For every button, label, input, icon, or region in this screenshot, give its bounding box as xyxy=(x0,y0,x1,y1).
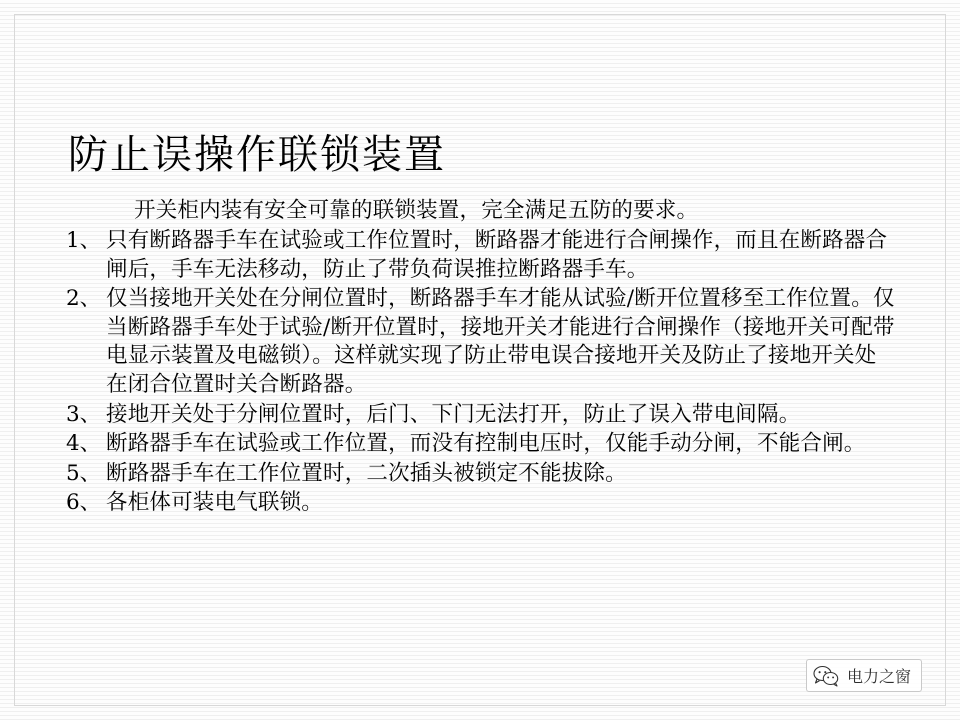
watermark-badge xyxy=(806,659,922,692)
list-item-number: 6、 xyxy=(66,490,102,516)
list-item-number: 3、 xyxy=(66,401,102,427)
list-item xyxy=(66,285,896,399)
list-item xyxy=(66,430,896,459)
list-item-text: 断路器手车在试验或工作位置，而没有控制电压时，仅能手动分闸，不能合闸。 xyxy=(106,431,866,457)
list-item xyxy=(66,401,896,430)
list-item xyxy=(66,460,896,489)
list-item-text: 接地开关处于分闸位置时，后门、下门无法打开，防止了误入带电间隔。 xyxy=(106,401,801,427)
lead-paragraph: 开关柜内装有安全可靠的联锁装置，完全满足五防的要求。 xyxy=(134,197,699,223)
list-item-number: 1、 xyxy=(66,228,102,254)
slide-body xyxy=(66,175,896,519)
wechat-icon xyxy=(813,665,839,687)
page-title: 防止误操作联锁装置 xyxy=(68,131,446,178)
list-item-number: 2、 xyxy=(66,286,102,312)
list-item xyxy=(66,489,896,518)
list-item-text: 只有断路器手车在试验或工作位置时，断路器才能进行合闸操作，而且在断路器合闸后，手车无法移动，防止了带负荷误推拉断路器手车。 xyxy=(106,228,888,282)
list-item-text: 各柜体可装电气联锁。 xyxy=(106,490,324,516)
list-item-text: 断路器手车在工作位置时，二次插头被锁定不能拔除。 xyxy=(106,460,627,486)
list-item-number: 5、 xyxy=(66,460,102,486)
watermark-label: 电力之窗 xyxy=(846,667,911,686)
list-item-number: 4、 xyxy=(66,431,102,457)
list-item-text: 仅当接地开关处在分闸位置时，断路器手车才能从试验/断开位置移至工作位置。仅当断路器手车处于试验/断开位置时，接地开关才能进行合闸操作（接地开关可配带电显示装置及电磁锁）。这样就实现了防止带电误合接地开关及防止了接地开关处在闭合位置时关合断路器。 xyxy=(106,286,895,398)
list-item xyxy=(66,227,896,284)
